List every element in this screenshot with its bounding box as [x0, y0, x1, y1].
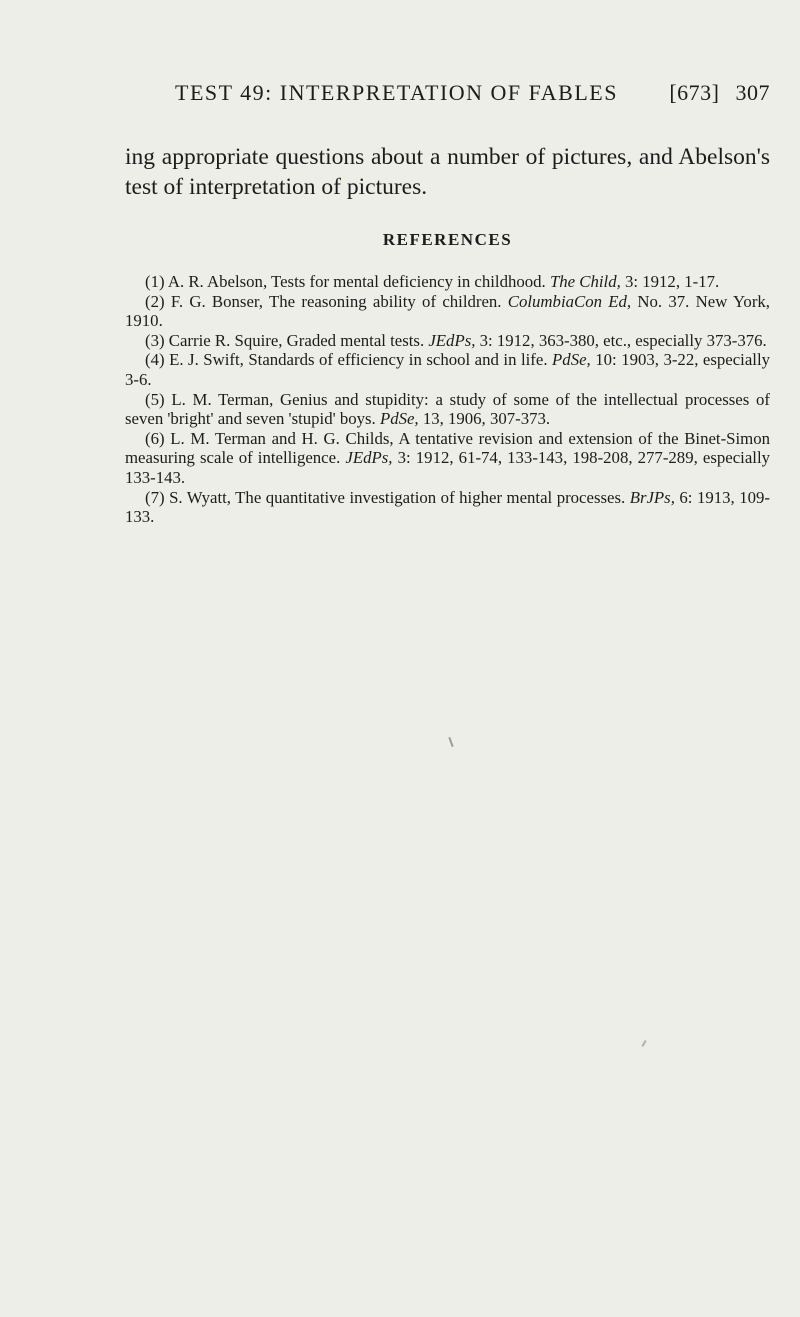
- journal-title: JEdPs,: [345, 448, 393, 468]
- references-heading: REFERENCES: [382, 230, 513, 249]
- journal-title: ColumbiaCon Ed,: [507, 291, 632, 311]
- journal-title: PdSe,: [552, 350, 591, 370]
- reference-item: (1) A. R. Abelson, Tests for mental deficiency in childhood. The Child, 3: 1912, 1-17.: [145, 272, 720, 291]
- section-number: [673]: [669, 80, 720, 105]
- running-head-right: [659, 80, 770, 106]
- reference-number: (7): [145, 487, 165, 507]
- reference-item: (7) S. Wyatt, The quantitative investigation of higher mental processes. BrJPs, 6: 1913, 109-133.: [125, 487, 770, 527]
- pencil-mark: [448, 737, 453, 747]
- reference-number: (5): [145, 389, 165, 409]
- journal-title: PdSe,: [379, 409, 419, 429]
- reference-item: (3) Carrie R. Squire, Graded mental tests. JEdPs, 3: 1912, 363-380, etc., especially 373-376.: [145, 330, 767, 350]
- reference-number: (6): [145, 428, 165, 448]
- reference-item: (2) F. G. Bonser, The reasoning ability of children. ColumbiaCon Ed, No. 37. New York, 1910.: [125, 291, 770, 331]
- journal-title: JEdPs,: [428, 330, 476, 350]
- running-head-title: TEST 49: INTERPRETATION OF FABLES: [175, 80, 618, 105]
- pencil-mark: [641, 1040, 646, 1047]
- journal-title: The Child,: [549, 272, 621, 291]
- reference-number: (4): [145, 350, 165, 370]
- journal-title: BrJPs,: [629, 487, 675, 507]
- reference-number: (3): [145, 330, 165, 350]
- reference-item: (6) L. M. Terman and H. G. Childs, A tentative revision and extension of the Binet-Simon measuring scale of intelligence. JEdPs, 3: 1912, 61-74, 133-143, 198-208, 277-289, especially 133-143.: [125, 428, 770, 487]
- references-list: [125, 272, 770, 527]
- reference-item: (4) E. J. Swift, Standards of efficiency in school and in life. PdSe, 10: 1903, 3-22, especially 3-6.: [125, 350, 771, 389]
- reference-item: (5) L. M. Terman, Genius and stupidity: a study of some of the intellectual processes of seven 'bright' and seven 'stupid' boys. PdSe, 13, 1906, 307-373.: [125, 389, 770, 429]
- reference-number: (2): [145, 291, 165, 311]
- running-head: [175, 80, 770, 110]
- reference-number: (1): [145, 272, 165, 291]
- body-paragraph: ing appropriate questions about a number of pictures, and Abelson's test of interpretation of pictures.: [125, 144, 770, 200]
- page-number: 307: [735, 80, 770, 105]
